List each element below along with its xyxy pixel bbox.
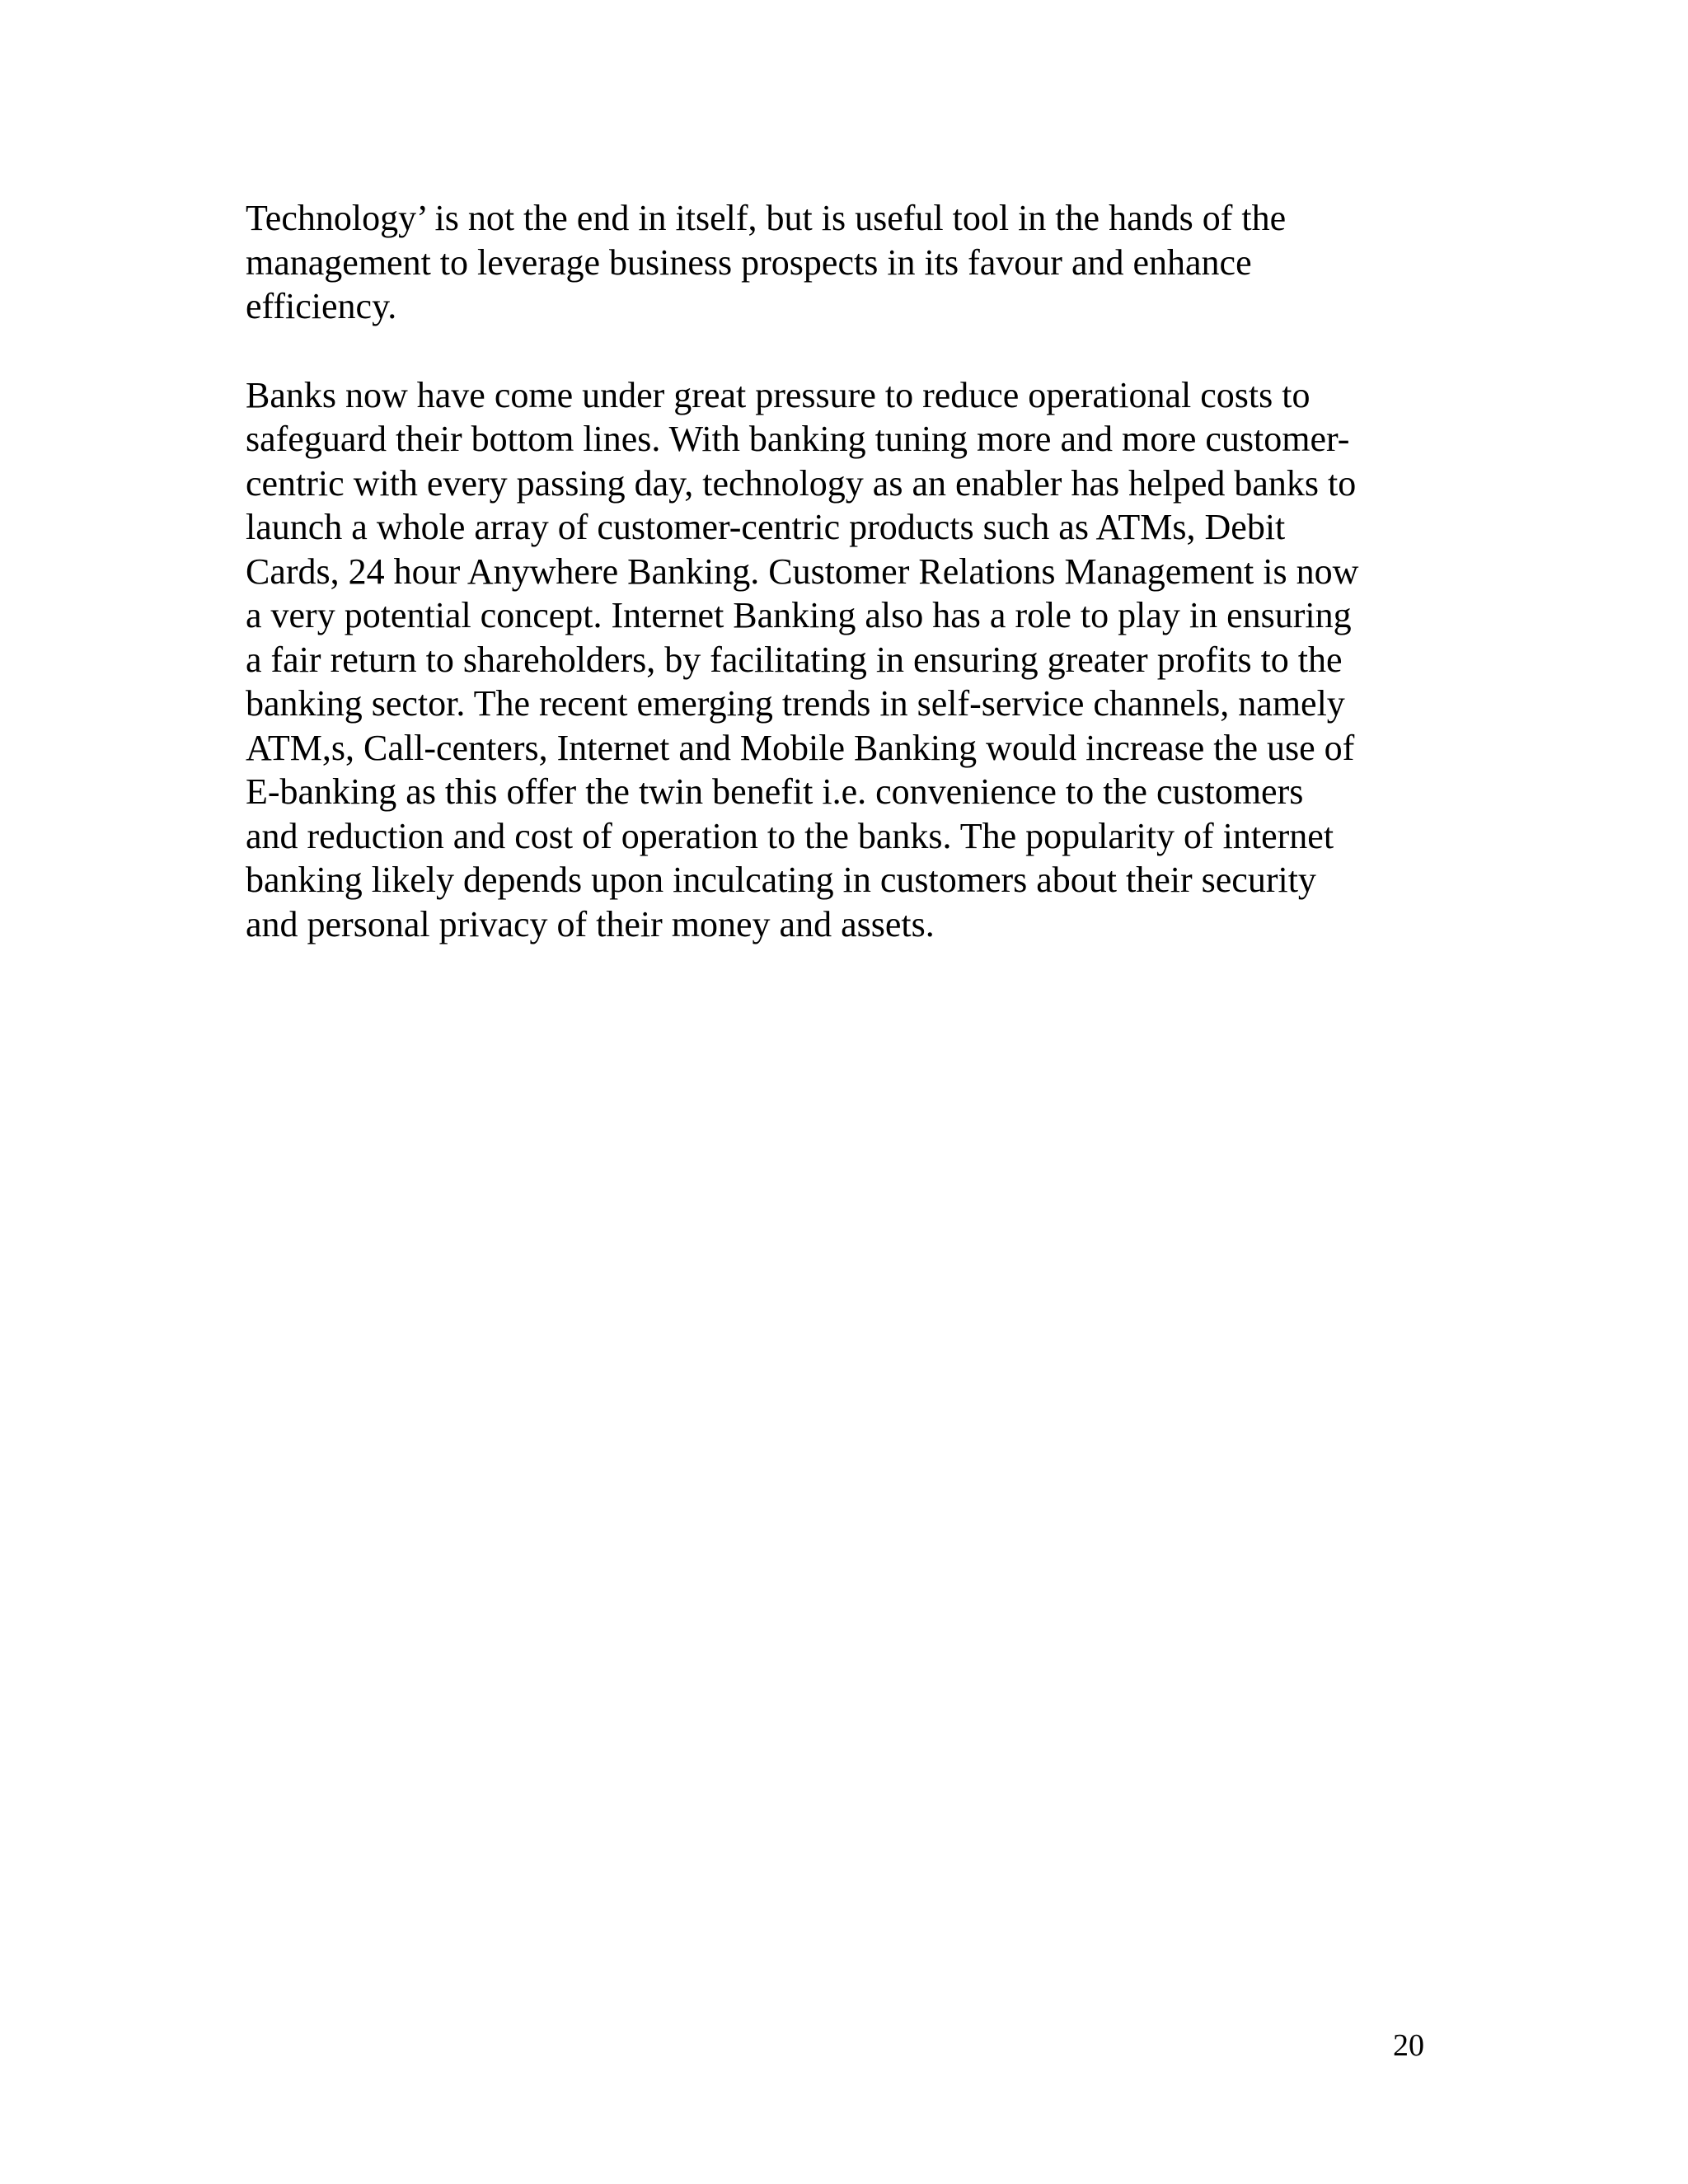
- text-line: Banks now have come under great pressure to reduce operational costs to: [246, 374, 1311, 415]
- text-line: Technology’ is not the end in itself, but is useful tool in the hands of the: [246, 198, 1287, 238]
- paragraph-spacer: [246, 329, 1449, 373]
- text-line: and reduction and cost of operation to the banks. The popularity of internet: [246, 815, 1334, 856]
- text-line: centric with every passing day, technology as an enabler has helped banks to: [246, 462, 1357, 504]
- text-line: and personal privacy of their money and assets.: [246, 903, 935, 944]
- text-line: efficiency.: [246, 286, 397, 326]
- paragraph-2: [246, 373, 1449, 947]
- paragraph-1: [246, 196, 1449, 329]
- text-line: banking sector. The recent emerging trends in self-service channels, namely: [246, 683, 1345, 724]
- text-line: safeguard their bottom lines. With banking tuning more and more customer-: [246, 419, 1350, 459]
- text-line: management to leverage business prospects in its favour and enhance: [246, 241, 1252, 283]
- page-number: 20: [1393, 2028, 1424, 2063]
- text-line: ATM,s, Call-centers, Internet and Mobile Banking would increase the use of: [246, 727, 1355, 768]
- text-line: Cards, 24 hour Anywhere Banking. Customer Relations Management is now: [246, 551, 1359, 592]
- text-line: E-banking as this offer the twin benefit i.e. convenience to the customers: [246, 771, 1304, 812]
- body-text: [246, 196, 1449, 946]
- text-line: a fair return to shareholders, by facilitating in ensuring greater profits to the: [246, 639, 1343, 680]
- text-line: a very potential concept. Internet Banking also has a role to play in ensuring: [246, 595, 1352, 635]
- text-line: launch a whole array of customer-centric products such as ATMs, Debit: [246, 507, 1286, 547]
- text-line: banking likely depends upon inculcating in customers about their security: [246, 860, 1316, 900]
